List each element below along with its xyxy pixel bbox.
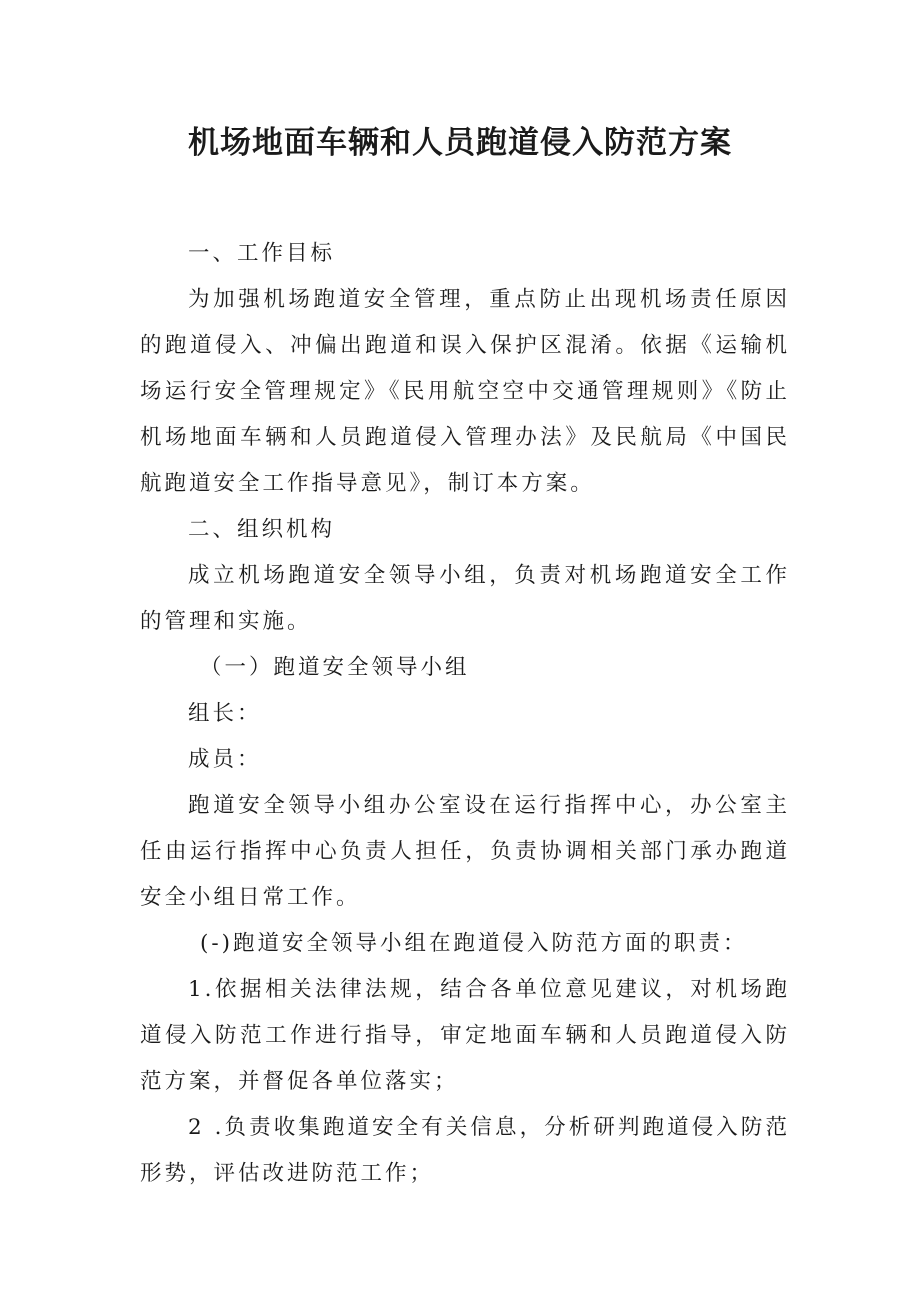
section-heading-organization: 二、组织机构 <box>188 517 336 542</box>
document-title: 机场地面车辆和人员跑道侵入防范方案 <box>188 125 732 161</box>
subsection-heading-duties: (-)跑道安全领导小组在跑道侵入防范方面的职责： <box>200 931 748 956</box>
paragraph-group-leader: 组长： <box>188 701 262 726</box>
paragraph-members: 成员： <box>188 747 262 772</box>
paragraph-duty-1: 1.依据相关法律法规，结合各单位意见建议，对机场跑道侵入防范工作进行指导，审定地面车辆和人员跑道侵入防范方案，并督促各单位落实； <box>140 977 790 1094</box>
paragraph-duty-2: 2 .负责收集跑道安全有关信息，分析研判跑道侵入防范形势，评估改进防范工作； <box>140 1115 790 1186</box>
section-heading-goals: 一、工作目标 <box>188 241 336 266</box>
document-body <box>140 231 790 1197</box>
paragraph-goals: 为加强机场跑道安全管理，重点防止出现机场责任原因的跑道侵入、冲偏出跑道和误入保护区混淆。依据《运输机场运行安全管理规定》《民用航空空中交通管理规则》《防止机场地面车辆和人员跑道侵入管理办法》及民航局《中国民航跑道安全工作指导意见》，制订本方案。 <box>140 287 790 496</box>
subsection-heading-leading-group: （一）跑道安全领导小组 <box>200 655 470 680</box>
paragraph-organization: 成立机场跑道安全领导小组，负责对机场跑道安全工作的管理和实施。 <box>140 563 790 634</box>
paragraph-office: 跑道安全领导小组办公室设在运行指挥中心，办公室主任由运行指挥中心负责人担任，负责协调相关部门承办跑道安全小组日常工作。 <box>140 793 790 910</box>
